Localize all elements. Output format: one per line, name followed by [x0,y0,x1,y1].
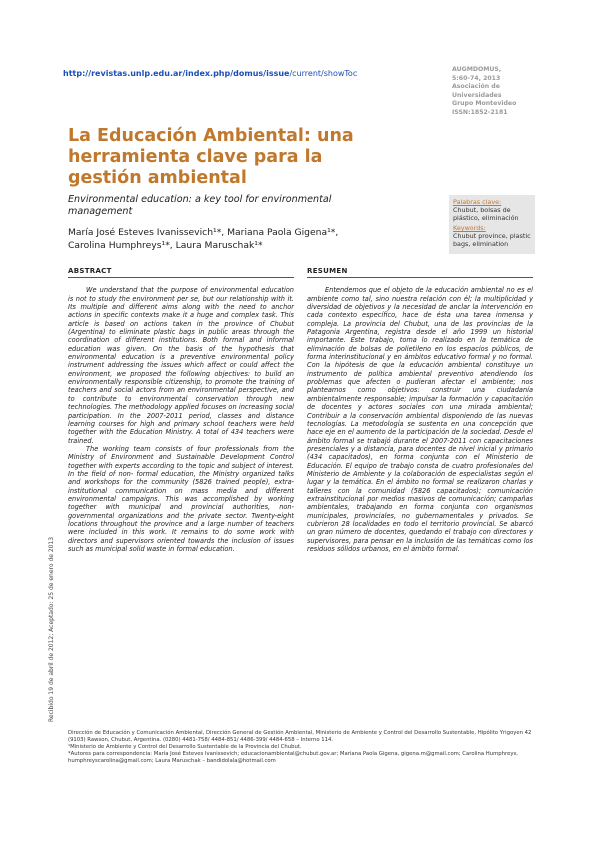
article-subtitle: Environmental education: a key tool for environmental management [68,194,332,217]
journal-line: AUGMDOMUS, [452,66,502,73]
journal-line: Universidades [452,91,502,99]
resumen-column [307,267,533,553]
keywords-es-value: Chubut, bolsas de plástico, eliminación [453,206,519,223]
keywords-box [449,195,535,254]
article-title: La Educación Ambiental: una herramienta clave para la gestión ambiental [68,126,354,188]
resumen-heading: RESUMEN [307,267,533,278]
journal-line: 5:60-74, 2013 [452,74,501,82]
received-accepted-note: Recibido 19 de abril de 2012; Aceptado: 25 de enero de 2013 [48,536,55,722]
keywords-en-label: Keywords: [453,224,486,233]
authors-line: María José Esteves Ivanissevich¹*, Mariana Paola Gigena¹*, [68,227,339,238]
footnotes [68,730,536,765]
authors-line: Carolina Humphreys¹*, Laura Maruschak¹* [68,240,263,251]
url-bold-part: http://revistas.unlp.edu.ar/index.php/domus/issue [63,69,290,78]
abstract-paragraph: The working team consists of four professionals from the Ministry of Environment and Sustainable Development Control together with experts according to the topic and subject of interest. In the field of non- formal education, the Ministry organized talks and workshops for the community (5826 trained people), extra-institutional communication on mass media and different environmental campaigns. This was accomplished by working together with municipal and provincial authorities, non-governmental organizations and the private sector. Twenty-eight locations throughout the province and a large number of teachers were included in this work. It remains to do some work with directors and supervisors oriented towards the inclusion of issues such as municipal solid waste in formal education. [68,444,294,553]
abstract-column [68,267,294,553]
abstract-paragraph: We understand that the purpose of environmental education is not to study the environment per se, but our relationship with it. Its multiple and different aims along with the need to anchor actions in specific contexts make it a huge and complex task. This article is based on actions taken in the province of Chubut (Argentina) to eliminate plastic bags in public areas through the coordination of different institutions. Both formal and informal education was given. On the basis of the hypothesis that environmental education is a preventive environmental policy instrument addressing the issues which affect or could affect the environment, we proposed the following objectives: to build an environmentally responsible citizenship, to promote the training of teachers and social actors from an environmental perspective, and to contribute to environmental conservation through new technologies. The methodology applied focuses on increasing social participation. In the 2007-2011 period, classes and distance learning courses for high and primary school teachers were held together with the Education Ministry. A total of 434 teachers were trained. [68,286,294,445]
journal-info [452,66,532,118]
resumen-paragraph: Entendemos que el objeto de la educación ambiental no es el ambiente como tal, sino nuestra relación con él; la multiplicidad y diversidad de objetivos y la necesidad de anclar la intervención en cada contexto específico, hace de ésta una tarea inmensa y compleja. La provincia del Chubut, una de las provincias de la Patagonia Argentina, registra desde el año 1999 un historial importante. Este trabajo, toma lo realizado en la temática de eliminación de bolsas de polietileno en los espacios públicos, de forma interinstitucional y en ámbitos educativo formal y no formal. Con la hipótesis de que la educación ambiental constituye un instrumento de política ambiental preventivo atendiendo los problemas que afecten o pudieran afectar el ambiente; nos planteamos como objetivos: construir una ciudadanía ambientalmente responsable; impulsar la formación y capacitación de docentes y actores sociales con una mirada ambiental; Contribuir a la conservación ambiental disponiendo de las nuevas tecnologías. La metodología se sustenta en una concepción que hace eje en el aumento de la participación de la sociedad. Desde el ámbito formal se trabajó durante el 2007-2011 con capacitaciones presenciales y a distancia, para docentes de nivel inicial y primario (434 capacitados), en forma conjunta con el Ministerio de Educación. El equipo de trabajo consta de cuatro profesionales del Ministerio de Ambiente y la colaboración de especialistas según el lugar y la temática. En el ámbito no formal se realizaron charlas y talleres con la comunidad (5826 capacitados); comunicación extrainstitucional por medios masivos de comunicación; campañas ambientales, trabajando en forma conjunta con organismos municipales, provinciales, no gubernamentales y privados. Se cubrieron 28 localidades en todo el territorio provincial. Se abarcó un gran número de docentes, quedando el trabajo con directores y supervisores, para pensar en la inclusión de las temáticas como los residuos sólidos urbanos, en el ámbito formal. [307,286,533,553]
abstract-heading: ABSTRACT [68,267,294,278]
footnote-affiliation: Dirección de Educación y Comunicación Ambiental, Dirección General de Gestión Ambiental, Ministerio de Ambiente y Control del Desarrollo Sustentable, Hipólito Yrigoyen 42 (9103) Rawson, Chubut, Argentina. (0280) 4481-758/ 4484-851/ 4486-399/ 4484-658 – Interno 114. [68,730,532,744]
footnote-ministry: ¹Ministerio de Ambiente y Control del Desarrollo Sustentable de la Provincia del Chubut. [68,744,302,751]
keywords-es-label: Palabras clave: [453,198,502,206]
journal-url-link[interactable] [63,69,357,78]
author-list [68,226,408,252]
footnote-correspondence: *Autores para correspondencia: María José Esteves Ivanissevich; educacionambiental@chubut.gov.ar; Mariana Paola Gigena, gigena.m@gmail.com; Carolina Humphreys, humphreyscarolina@gmail.com; Laura Maruschak – bandidolala@hotmail.com [68,751,518,765]
url-rest-part: /current/showToc [289,69,358,78]
keywords-en-value: Chubut province, plastic bags, elimination [453,232,531,249]
journal-line: ISSN:1852-2181 [452,108,508,116]
journal-line: Asociación de [452,83,500,91]
journal-line: Grupo Montevideo [452,100,517,108]
